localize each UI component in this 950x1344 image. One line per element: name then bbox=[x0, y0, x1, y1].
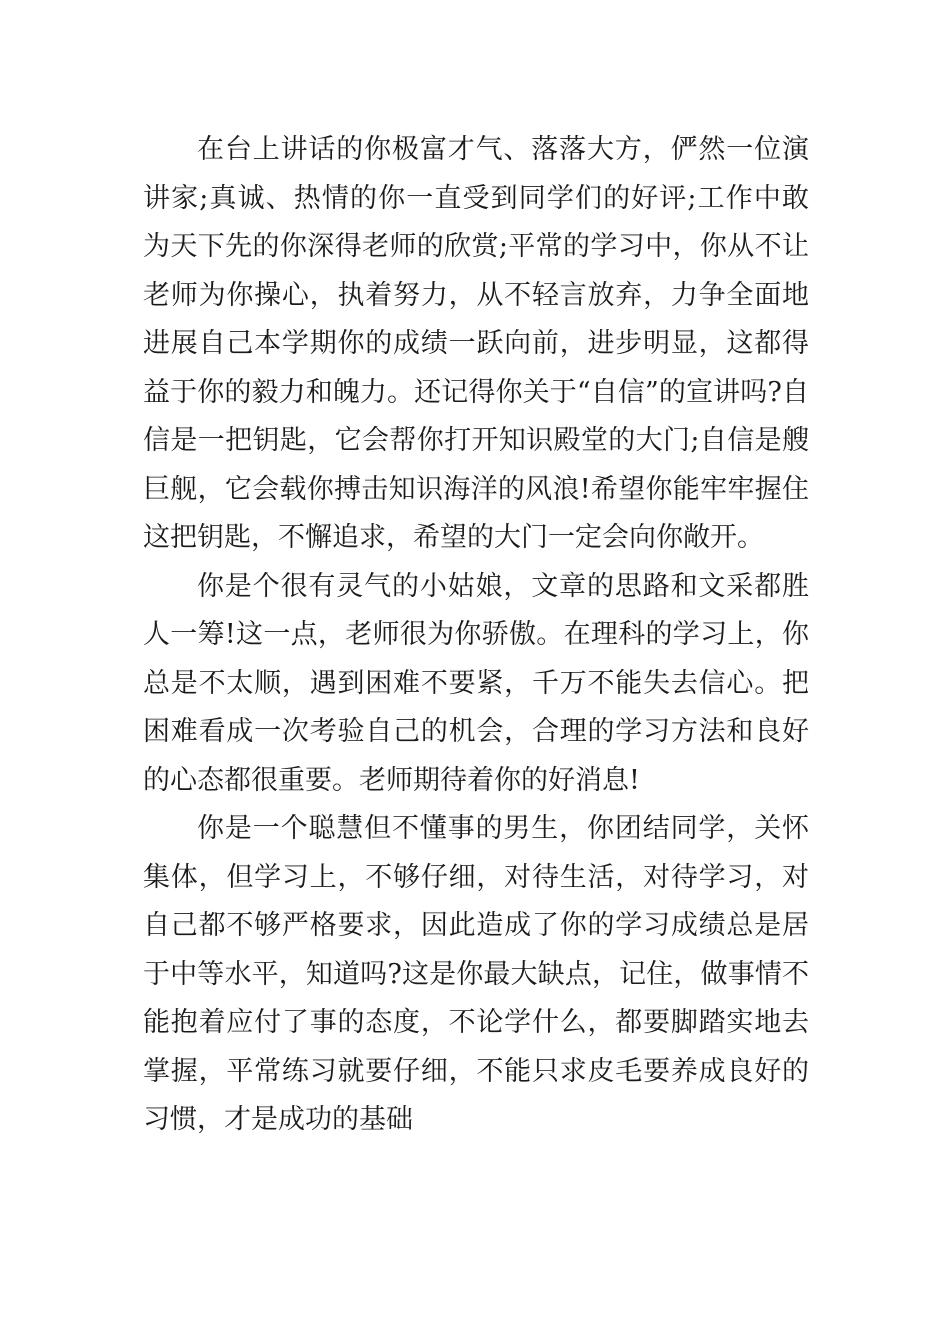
document-body bbox=[143, 126, 809, 1145]
paragraph-3: 你是一个聪慧但不懂事的男生，你团结同学，关怀集体，但学习上，不够仔细，对待生活，对待学习，对自己都不够严格要求，因此造成了你的学习成绩总是居于中等水平，知道吗?这是你最大缺点，记住，做事情不能抱着应付了事的态度，不论学什么，都要脚踏实地去掌握，平常练习就要仔细，不能只求皮毛要养成良好的习惯，才是成功的基础 bbox=[143, 813, 809, 1135]
paragraph-2: 你是个很有灵气的小姑娘，文章的思路和文采都胜人一筹!这一点，老师很为你骄傲。在理科的学习上，你总是不太顺，遇到困难不要紧，千万不能失去信心。把困难看成一次考验自己的机会，合理的学习方法和良好的心态都很重要。老师期待着你的好消息! bbox=[143, 570, 809, 796]
paragraph-1: 在台上讲话的你极富才气、落落大方，俨然一位演讲家;真诚、热情的你一直受到同学们的好评;工作中敢为天下先的你深得老师的欣赏;平常的学习中，你从不让老师为你操心，执着努力，从不轻言放弃，力争全面地进展自己本学期你的成绩一跃向前，进步明显，这都得益于你的毅力和魄力。还记得你关于“自信”的宣讲吗?自信是一把钥匙，它会帮你打开知识殿堂的大门;自信是艘巨舰，它会载你搏击知识海洋的风浪!希望你能牢牢握住这把钥匙，不懈追求，希望的大门一定会向你敞开。 bbox=[143, 134, 809, 553]
